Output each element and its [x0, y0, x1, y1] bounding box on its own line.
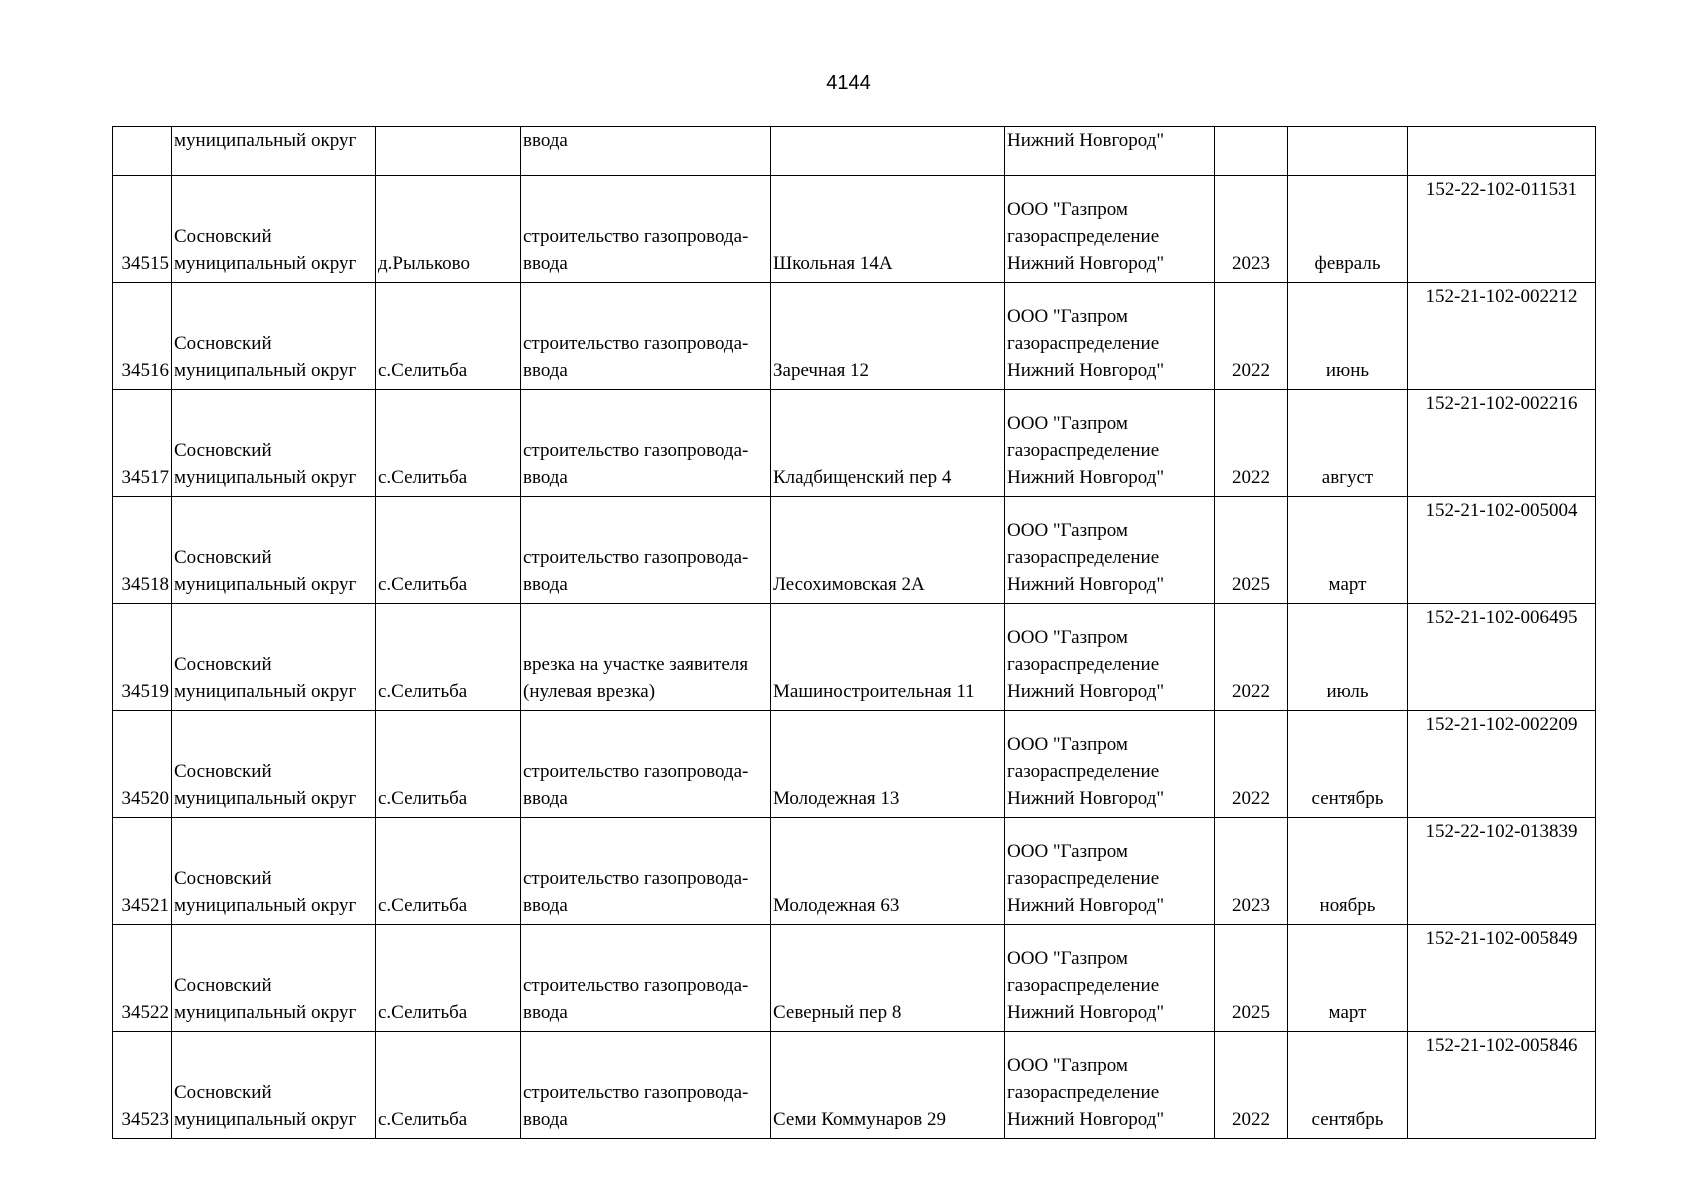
- cell-settlement: [376, 818, 521, 925]
- cell-settlement: [376, 1032, 521, 1139]
- month: март: [1328, 1002, 1367, 1023]
- year: 2023: [1232, 253, 1270, 274]
- cell-month: [1288, 1032, 1408, 1139]
- district-line-2: муниципальный округ: [174, 1002, 357, 1023]
- cell-district: [172, 176, 376, 283]
- cell-month: [1288, 711, 1408, 818]
- code: 152-21-102-005004: [1425, 500, 1578, 521]
- work-type-line-1: строительство газопровода-: [523, 440, 749, 461]
- row-number: 34515: [121, 253, 169, 274]
- table-row-continuation: [113, 127, 1596, 176]
- cell-code: [1408, 1032, 1596, 1139]
- year: 2022: [1232, 681, 1270, 702]
- table-body: [113, 127, 1596, 1139]
- work-type-line-1: строительство газопровода-: [523, 547, 749, 568]
- organization-line-1: ООО "Газпром: [1007, 627, 1128, 648]
- year: 2025: [1232, 1002, 1270, 1023]
- work-type-line-1: строительство газопровода-: [523, 333, 749, 354]
- district-line-2: муниципальный округ: [174, 895, 357, 916]
- cell-organization: [1005, 818, 1215, 925]
- settlement: с.Селитьба: [378, 1002, 468, 1023]
- work-type-line-2: (нулевая врезка): [523, 681, 656, 702]
- cell-organization: [1005, 925, 1215, 1032]
- cell-code: [1408, 818, 1596, 925]
- cell-address: [771, 604, 1005, 711]
- cell-district: [172, 497, 376, 604]
- month: март: [1328, 574, 1367, 595]
- month: ноябрь: [1319, 895, 1376, 916]
- table-row: [113, 711, 1596, 818]
- settlement: д.Рыльково: [378, 253, 471, 274]
- cell-num: [113, 818, 172, 925]
- cell-organization: [1005, 176, 1215, 283]
- code: 152-21-102-002209: [1425, 714, 1578, 735]
- cell-settlement: [376, 127, 521, 176]
- district-line-2: муниципальный округ: [174, 253, 357, 274]
- cell-work-type: [521, 925, 771, 1032]
- cell-year: [1215, 283, 1288, 390]
- code: 152-21-102-002212: [1425, 286, 1578, 307]
- cell-settlement: [376, 711, 521, 818]
- address: Лесохимовская 2А: [773, 574, 925, 595]
- cell-year: [1215, 127, 1288, 176]
- cell-settlement: [376, 925, 521, 1032]
- organization-line-3: Нижний Новгород": [1007, 681, 1165, 702]
- cell-district: [172, 711, 376, 818]
- settlement: с.Селитьба: [378, 574, 468, 595]
- cell-month: [1288, 176, 1408, 283]
- work-type-line-1: строительство газопровода-: [523, 975, 749, 996]
- month: август: [1321, 467, 1374, 488]
- organization-line-2: газораспределение: [1007, 654, 1160, 675]
- year: 2025: [1232, 574, 1270, 595]
- table-row: [113, 925, 1596, 1032]
- work-type-line-2: ввода: [523, 574, 568, 595]
- cell-year: [1215, 1032, 1288, 1139]
- cell-address: [771, 127, 1005, 176]
- organization-line-3: Нижний Новгород": [1007, 788, 1165, 809]
- row-number: 34520: [121, 788, 169, 809]
- settlement: с.Селитьба: [378, 1109, 468, 1130]
- organization-line-1: ООО "Газпром: [1007, 306, 1128, 327]
- cell-num: [113, 711, 172, 818]
- month: февраль: [1314, 253, 1381, 274]
- district-line-2: муниципальный округ: [174, 574, 357, 595]
- cell-month: [1288, 390, 1408, 497]
- cell-work-type: [521, 711, 771, 818]
- cell-work-type: [521, 604, 771, 711]
- organization-line-3: Нижний Новгород": [1007, 895, 1165, 916]
- address: Семи Коммунаров 29: [773, 1109, 947, 1130]
- cell-organization: [1005, 497, 1215, 604]
- cell-district: [172, 925, 376, 1032]
- work-type-line-1: строительство газопровода-: [523, 1082, 749, 1103]
- cell-district: [172, 390, 376, 497]
- address: Северный пер 8: [773, 1002, 902, 1023]
- code: 152-22-102-013839: [1425, 821, 1578, 842]
- work-type-line-1: строительство газопровода-: [523, 761, 749, 782]
- district-line-1: Сосновский: [174, 761, 272, 782]
- district-line-1: Сосновский: [174, 975, 272, 996]
- work-type-line-2: ввода: [523, 895, 568, 916]
- settlement: с.Селитьба: [378, 788, 468, 809]
- organization-line-1: ООО "Газпром: [1007, 734, 1128, 755]
- organization-line-2: газораспределение: [1007, 1082, 1160, 1103]
- table-row: [113, 283, 1596, 390]
- district-line-1: Сосновский: [174, 333, 272, 354]
- cell-work-type: [521, 283, 771, 390]
- cell-year: [1215, 818, 1288, 925]
- district-line-1: Сосновский: [174, 226, 272, 247]
- organization-line-2: газораспределение: [1007, 547, 1160, 568]
- registry-table: [112, 126, 1596, 1139]
- row-number: 34516: [121, 360, 169, 381]
- year: 2022: [1232, 788, 1270, 809]
- cell-organization: [1005, 1032, 1215, 1139]
- year: 2023: [1232, 895, 1270, 916]
- district-line-2: муниципальный округ: [174, 467, 357, 488]
- settlement: с.Селитьба: [378, 360, 468, 381]
- district-line-1: Сосновский: [174, 868, 272, 889]
- cell-work-type: [521, 497, 771, 604]
- table-row: [113, 176, 1596, 283]
- cell-organization: [1005, 390, 1215, 497]
- cell-organization: Нижний Новгород": [1005, 127, 1215, 176]
- district-line-1: Сосновский: [174, 654, 272, 675]
- cell-work-type: [521, 1032, 771, 1139]
- district-line-1: Сосновский: [174, 547, 272, 568]
- month: сентябрь: [1311, 788, 1384, 809]
- cell-district: [172, 604, 376, 711]
- cell-district: муниципальный округ: [172, 127, 376, 176]
- address: Заречная 12: [773, 360, 870, 381]
- cell-num: [113, 497, 172, 604]
- cell-settlement: [376, 390, 521, 497]
- cell-address: [771, 1032, 1005, 1139]
- row-number: 34519: [121, 681, 169, 702]
- table-row: [113, 390, 1596, 497]
- cell-year: [1215, 711, 1288, 818]
- cell-settlement: [376, 176, 521, 283]
- cell-year: [1215, 497, 1288, 604]
- table-row: [113, 818, 1596, 925]
- settlement: с.Селитьба: [378, 681, 468, 702]
- cell-organization: [1005, 604, 1215, 711]
- organization-line-3: Нижний Новгород": [1007, 574, 1165, 595]
- organization-line-2: газораспределение: [1007, 868, 1160, 889]
- district-line-2: муниципальный округ: [174, 1109, 357, 1130]
- cell-num: [113, 127, 172, 176]
- cell-district: [172, 283, 376, 390]
- organization-line-1: ООО "Газпром: [1007, 199, 1128, 220]
- cell-district: [172, 1032, 376, 1139]
- work-type-line-2: ввода: [523, 360, 568, 381]
- table-row: [113, 497, 1596, 604]
- cell-work-type: ввода: [521, 127, 771, 176]
- year: 2022: [1232, 360, 1270, 381]
- cell-address: [771, 176, 1005, 283]
- cell-num: [113, 1032, 172, 1139]
- cell-address: [771, 497, 1005, 604]
- row-number: 34521: [121, 895, 169, 916]
- work-type-line-1: строительство газопровода-: [523, 868, 749, 889]
- address: Школьная 14А: [773, 253, 893, 274]
- code: 152-21-102-006495: [1425, 607, 1578, 628]
- cell-address: [771, 390, 1005, 497]
- organization-line-3: Нижний Новгород": [1007, 360, 1165, 381]
- address: Кладбищенский пер 4: [773, 467, 952, 488]
- cell-code: [1408, 925, 1596, 1032]
- organization-line-2: газораспределение: [1007, 440, 1160, 461]
- cell-num: [113, 604, 172, 711]
- cell-district: [172, 818, 376, 925]
- cell-year: [1215, 604, 1288, 711]
- organization-line-2: газораспределение: [1007, 333, 1160, 354]
- code: 152-21-102-005849: [1425, 928, 1578, 949]
- work-type-line-1: врезка на участке заявителя: [523, 654, 749, 675]
- table-row: [113, 604, 1596, 711]
- district-line-1: Сосновский: [174, 1082, 272, 1103]
- row-number: 34522: [121, 1002, 169, 1023]
- organization-line-1: ООО "Газпром: [1007, 413, 1128, 434]
- organization-line-2: газораспределение: [1007, 761, 1160, 782]
- cell-code: [1408, 176, 1596, 283]
- cell-settlement: [376, 604, 521, 711]
- row-number: 34523: [121, 1109, 169, 1130]
- cell-code: [1408, 127, 1596, 176]
- cell-organization: [1005, 711, 1215, 818]
- row-number: 34518: [121, 574, 169, 595]
- work-type-line-2: ввода: [523, 253, 568, 274]
- cell-month: [1288, 127, 1408, 176]
- address: Молодежная 63: [773, 895, 900, 916]
- address: Молодежная 13: [773, 788, 900, 809]
- work-type-line-2: ввода: [523, 788, 568, 809]
- organization-line-3: Нижний Новгород": [1007, 253, 1165, 274]
- cell-year: [1215, 925, 1288, 1032]
- organization-line-1: ООО "Газпром: [1007, 841, 1128, 862]
- work-type-line-1: строительство газопровода-: [523, 226, 749, 247]
- cell-month: [1288, 283, 1408, 390]
- code: 152-21-102-002216: [1425, 393, 1578, 414]
- cell-code: [1408, 283, 1596, 390]
- district-line-2: муниципальный округ: [174, 788, 357, 809]
- cell-address: [771, 283, 1005, 390]
- organization-line-3: Нижний Новгород": [1007, 1002, 1165, 1023]
- cell-num: [113, 390, 172, 497]
- cell-address: [771, 711, 1005, 818]
- cell-work-type: [521, 176, 771, 283]
- row-number: 34517: [121, 467, 169, 488]
- district-line-2: муниципальный округ: [174, 360, 357, 381]
- address: Машиностроительная 11: [773, 681, 975, 702]
- page-number: 4144: [826, 72, 871, 94]
- work-type-line-2: ввода: [523, 467, 568, 488]
- organization-line-3: Нижний Новгород": [1007, 467, 1165, 488]
- cell-settlement: [376, 497, 521, 604]
- cell-settlement: [376, 283, 521, 390]
- district-line-1: Сосновский: [174, 440, 272, 461]
- cell-organization: [1005, 283, 1215, 390]
- cell-address: [771, 925, 1005, 1032]
- cell-num: [113, 176, 172, 283]
- month: сентябрь: [1311, 1109, 1384, 1130]
- year: 2022: [1232, 467, 1270, 488]
- cell-address: [771, 818, 1005, 925]
- organization-line-2: газораспределение: [1007, 975, 1160, 996]
- year: 2022: [1232, 1109, 1270, 1130]
- cell-month: [1288, 818, 1408, 925]
- cell-year: [1215, 390, 1288, 497]
- cell-year: [1215, 176, 1288, 283]
- settlement: с.Селитьба: [378, 467, 468, 488]
- cell-month: [1288, 925, 1408, 1032]
- work-type-line-2: ввода: [523, 1002, 568, 1023]
- cell-work-type: [521, 818, 771, 925]
- district-line-2: муниципальный округ: [174, 681, 357, 702]
- settlement: с.Селитьба: [378, 895, 468, 916]
- cell-num: [113, 283, 172, 390]
- work-type-line-2: ввода: [523, 1109, 568, 1130]
- code: 152-21-102-005846: [1425, 1035, 1578, 1056]
- month: июль: [1326, 681, 1369, 702]
- table-row: [113, 1032, 1596, 1139]
- cell-month: [1288, 497, 1408, 604]
- cell-code: [1408, 390, 1596, 497]
- cell-month: [1288, 604, 1408, 711]
- cell-num: [113, 925, 172, 1032]
- cell-work-type: [521, 390, 771, 497]
- cell-code: [1408, 711, 1596, 818]
- cell-code: [1408, 604, 1596, 711]
- organization-line-3: Нижний Новгород": [1007, 1109, 1165, 1130]
- code: 152-22-102-011531: [1425, 179, 1578, 200]
- organization-line-1: ООО "Газпром: [1007, 948, 1128, 969]
- organization-line-1: ООО "Газпром: [1007, 1055, 1128, 1076]
- organization-line-2: газораспределение: [1007, 226, 1160, 247]
- organization-line-1: ООО "Газпром: [1007, 520, 1128, 541]
- cell-code: [1408, 497, 1596, 604]
- month: июнь: [1325, 360, 1370, 381]
